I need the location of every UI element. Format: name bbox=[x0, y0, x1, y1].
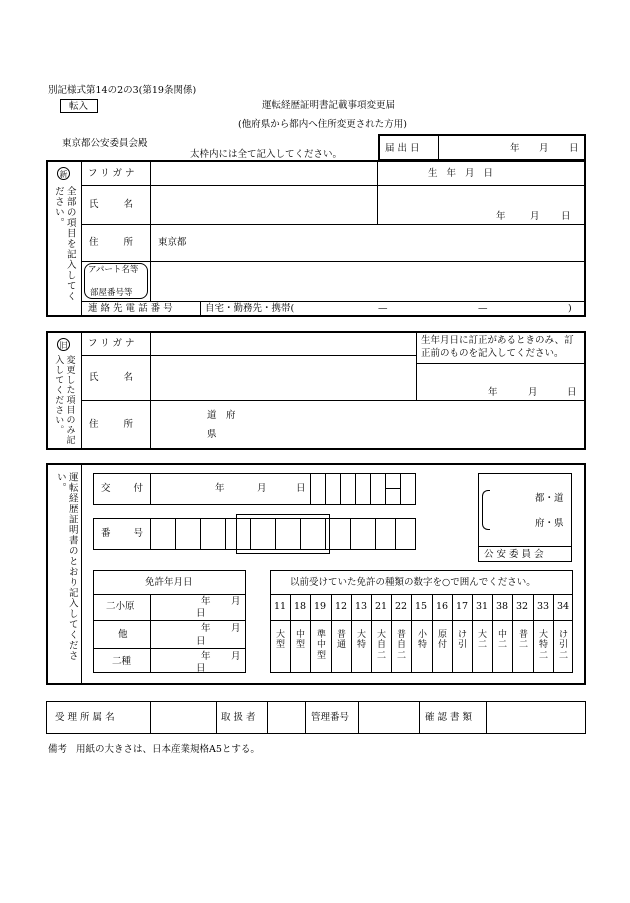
room-label: 部屋番号等 bbox=[90, 288, 133, 298]
license-date-header: 免許年月日 bbox=[145, 577, 193, 588]
license-row-label: 他 bbox=[118, 629, 128, 640]
license-kind-number[interactable]: 11 bbox=[273, 601, 287, 612]
date-unit: 日 bbox=[196, 636, 206, 647]
old-name-label: 氏 名 bbox=[89, 372, 134, 383]
license-kind-name: け引 bbox=[457, 630, 467, 651]
date-unit: 日 bbox=[196, 608, 206, 619]
license-kind-number[interactable]: 18 bbox=[293, 601, 307, 612]
date-unit: 日 bbox=[561, 211, 571, 222]
new-badge: 新 bbox=[57, 167, 70, 180]
date-unit: 年 bbox=[215, 483, 225, 494]
form-subtitle: (他府県から都内へ住所変更された方用) bbox=[238, 119, 407, 130]
date-unit: 日 bbox=[296, 483, 306, 494]
new-furigana-label: フリガナ bbox=[88, 168, 138, 179]
date-unit: 日 bbox=[569, 143, 579, 154]
license-kind-name: 中型 bbox=[295, 630, 305, 651]
license-kind-number[interactable]: 38 bbox=[495, 601, 509, 612]
license-kind-name: 普通 bbox=[336, 630, 346, 651]
license-kind-number[interactable]: 15 bbox=[414, 601, 428, 612]
license-kind-name: 大型 bbox=[275, 630, 285, 651]
filing-date-label: 届 出 日 bbox=[385, 143, 420, 154]
new-address-label: 住 所 bbox=[89, 237, 134, 248]
apartment-label: アパート名等 bbox=[88, 265, 139, 275]
license-date-field-3[interactable] bbox=[151, 649, 245, 672]
commission-label: 公 安 委 員 会 bbox=[484, 549, 544, 560]
document-field[interactable] bbox=[487, 702, 585, 733]
license-kind-name: 大特二 bbox=[538, 630, 548, 661]
document-label: 確 認 書 類 bbox=[425, 712, 473, 723]
date-unit: 日 bbox=[567, 387, 577, 398]
license-kind-name: 大二 bbox=[477, 630, 487, 651]
cert-side-note: 運転経歴証明書のとおり記入してください。 bbox=[54, 472, 78, 661]
license-kind-name: 大自二 bbox=[376, 630, 386, 661]
old-address-label: 住 所 bbox=[89, 419, 134, 430]
new-address-field[interactable] bbox=[151, 225, 585, 261]
number-field[interactable] bbox=[151, 519, 415, 549]
license-date-field-2[interactable] bbox=[151, 621, 245, 648]
license-kind-number[interactable]: 22 bbox=[394, 601, 408, 612]
old-birth-date-field[interactable] bbox=[417, 364, 585, 400]
date-unit: 月 bbox=[530, 211, 540, 222]
license-kind-number[interactable]: 21 bbox=[374, 601, 388, 612]
license-kind-name: け引二 bbox=[558, 630, 568, 661]
license-kind-number[interactable]: 17 bbox=[455, 601, 469, 612]
date-unit: 月 bbox=[231, 623, 241, 634]
license-kind-number[interactable]: 34 bbox=[556, 601, 570, 612]
license-kind-number[interactable]: 12 bbox=[334, 601, 348, 612]
date-unit: 日 bbox=[196, 663, 206, 674]
instruction: 太枠内には全て記入してください。 bbox=[190, 149, 343, 160]
mgmt-number-field[interactable] bbox=[359, 702, 419, 733]
license-kind-name: 準中型 bbox=[316, 630, 326, 661]
issue-label: 交 付 bbox=[101, 483, 144, 494]
new-furigana-field[interactable] bbox=[151, 162, 376, 185]
new-name-field[interactable] bbox=[151, 186, 376, 224]
license-kind-name: 普自二 bbox=[396, 630, 406, 661]
pref-line2: 府・県 bbox=[535, 518, 564, 529]
license-kind-number[interactable]: 32 bbox=[515, 601, 529, 612]
date-unit: 年 bbox=[201, 596, 211, 607]
date-unit: 年 bbox=[488, 387, 498, 398]
issue-date-field[interactable] bbox=[151, 474, 310, 504]
old-name-field[interactable] bbox=[151, 356, 415, 400]
new-birth-label: 生 年 月 日 bbox=[428, 168, 494, 179]
station-field[interactable] bbox=[151, 702, 216, 733]
old-badge: 旧 bbox=[57, 338, 70, 351]
license-kind-number[interactable]: 13 bbox=[354, 601, 368, 612]
license-row-label: 二小原 bbox=[106, 601, 135, 612]
date-unit: 年 bbox=[201, 651, 211, 662]
form-title: 運転経歴証明書記載事項変更届 bbox=[262, 100, 396, 111]
license-kind-name: 原付 bbox=[437, 630, 447, 651]
transfer-tag-box bbox=[60, 99, 98, 113]
license-kind-number[interactable]: 16 bbox=[435, 601, 449, 612]
old-address-field[interactable] bbox=[151, 401, 585, 449]
date-unit: 年 bbox=[201, 623, 211, 634]
handler-field[interactable] bbox=[268, 702, 305, 733]
new-name-label: 氏 名 bbox=[89, 199, 134, 210]
station-label: 受 理 所 属 名 bbox=[55, 712, 115, 723]
date-unit: 月 bbox=[539, 143, 549, 154]
footer-note-label: 備考 bbox=[48, 744, 68, 755]
phone-types: 自宅・勤務先・携帯( bbox=[205, 303, 295, 314]
form-reference: 別記様式第14の2の3(第19条関係) bbox=[48, 85, 197, 96]
old-pref-bottom: 県 bbox=[207, 429, 217, 440]
date-unit: 月 bbox=[257, 483, 267, 494]
handler-label: 取 扱 者 bbox=[221, 712, 256, 723]
license-kind-number[interactable]: 31 bbox=[475, 601, 489, 612]
mgmt-number-label: 管理番号 bbox=[311, 712, 350, 723]
prefecture-field[interactable] bbox=[492, 478, 532, 543]
old-birth-note: 生年月日に訂正があるときのみ、訂正前のものを記入してください。 bbox=[421, 335, 574, 359]
number-label: 番 号 bbox=[101, 528, 144, 539]
license-date-field-1[interactable] bbox=[151, 595, 245, 620]
new-apartment-field[interactable] bbox=[151, 262, 585, 301]
old-side-note: 変更した項目のみ記入してください。 bbox=[53, 355, 75, 445]
license-kind-name: 普二 bbox=[518, 630, 528, 651]
addressee: 東京都公安委員会殿 bbox=[62, 138, 148, 149]
new-address-value: 東京都 bbox=[158, 237, 187, 248]
license-kind-name: 中二 bbox=[497, 630, 507, 651]
footer-note-text: 用紙の大きさは、日本産業規格A5とする。 bbox=[76, 744, 260, 755]
pref-line1: 都・道 bbox=[535, 493, 564, 504]
date-unit: 月 bbox=[528, 387, 538, 398]
date-unit: 年 bbox=[510, 143, 520, 154]
license-kind-name: 大特 bbox=[356, 630, 366, 651]
phone-separator: — bbox=[478, 303, 488, 314]
date-unit: 月 bbox=[231, 596, 241, 607]
phone-label: 連 絡 先 電 話 番 号 bbox=[88, 303, 173, 314]
date-unit: 年 bbox=[496, 211, 506, 222]
license-row-label: 二種 bbox=[112, 656, 132, 667]
new-side-note: 全部の項目を記入してください。 bbox=[52, 186, 76, 302]
license-kind-name: 小特 bbox=[417, 630, 427, 651]
old-pref-top: 道 府 bbox=[207, 410, 236, 421]
transfer-tag: 転入 bbox=[69, 101, 89, 112]
old-furigana-field[interactable] bbox=[151, 333, 415, 355]
new-birth-date-field[interactable] bbox=[378, 186, 585, 224]
license-kinds-header: 以前受けていた免許の種類の数字を○で囲んでください。 bbox=[290, 577, 536, 588]
phone-separator: — bbox=[378, 303, 388, 314]
date-unit: 月 bbox=[231, 651, 241, 662]
phone-field[interactable] bbox=[320, 302, 565, 316]
old-furigana-label: フリガナ bbox=[88, 338, 138, 349]
license-kind-number[interactable]: 19 bbox=[313, 601, 327, 612]
license-kind-number[interactable]: 33 bbox=[536, 601, 550, 612]
phone-close: ) bbox=[568, 303, 572, 314]
pref-bracket bbox=[482, 490, 490, 530]
